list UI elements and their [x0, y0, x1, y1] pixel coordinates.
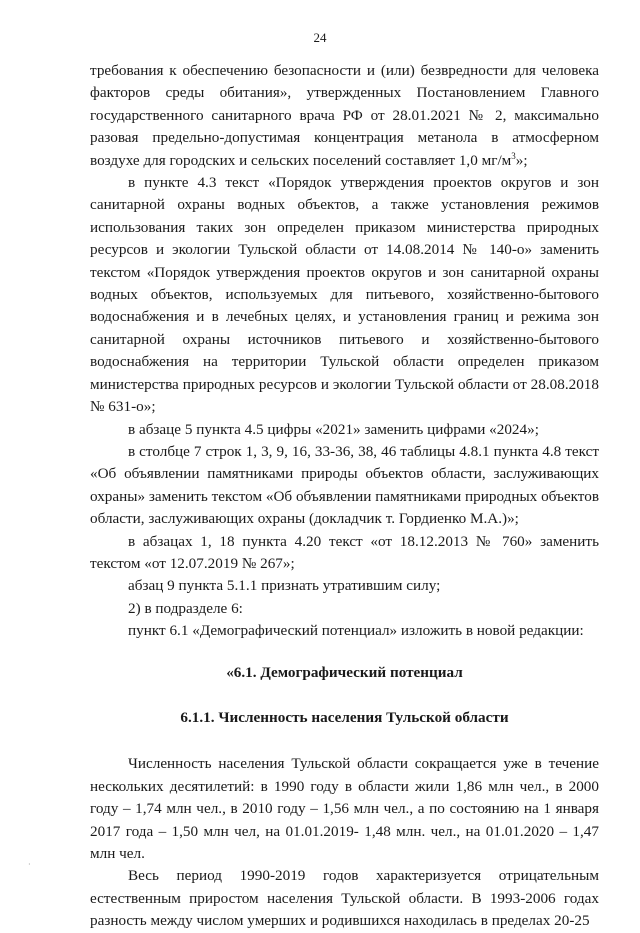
- superscript-cubic: 3: [511, 150, 516, 161]
- page-number: 24: [313, 30, 327, 45]
- paragraph-sanitary-requirements: требования к обеспечению безопасности и (или) безвредности для человека факторов среды обитания», утвержденных Постановлением Главного государственного санитарного врача РФ от 28.01.2021 № 2, максимально разовая предельно-допустимая концентрация метанола в атмосферном воздухе для городских и сельских поселений составляет 1,0 $мг/м^3$»;: [90, 62, 599, 169]
- paragraph-item-4-20: в абзацах 1, 18 пункта 4.20 текст «от 18.12.2013 № 760» заменить текстом «от 12.07.2019 № 267»;: [90, 532, 599, 572]
- document-body: [90, 60, 599, 933]
- paragraph-item-5-1-1: абзац 9 пункта 5.1.1 признать утратившим силу;: [128, 577, 441, 595]
- paragraph-item-6-1: пункт 6.1 «Демографический потенциал» изложить в новой редакции:: [128, 622, 584, 640]
- paragraph-population-decline: Численность населения Тульской области сокращается уже в течение нескольких десятилетий: в 1990 году в области жили 1,86 млн чел., в 2000 году – 1,74 млн чел., в 2010 году – 1,56 млн чел., а по состоянию на 1 января 2017 года – 1,50 млн чел, на 01.01.2019- 1,48 млн. чел., на 01.01.2020 – 1,47 млн чел.: [90, 755, 599, 862]
- heading-population-size: 6.1.1. Численность населения Тульской области: [180, 708, 509, 726]
- paragraph-subsection-6: 2) в подразделе 6:: [128, 599, 243, 617]
- paragraph-table-4-8-1: в столбце 7 строк 1, 3, 9, 16, 33-36, 38, 46 таблицы 4.8.1 пункта 4.8 текст «Об объявлении памятниками природы объектов области, заслуживающих охраны» заменить текстом «Об объявлении памятниками природных объектов области, заслуживающих охраны (докладчик т. Гордиенко М.А.)»;: [90, 442, 599, 528]
- paragraph-item-4-5: в абзаце 5 пункта 4.5 цифры «2021» заменить цифрами «2024»;: [128, 420, 539, 438]
- margin-mark: ·: [28, 860, 31, 869]
- heading-demographic-potential: «6.1. Демографический потенциал: [226, 663, 463, 681]
- paragraph-item-4-3: в пункте 4.3 текст «Порядок утверждения проектов округов и зон санитарной охраны водных объектов, а также установления режимов использования таких зон определен приказом министерства природных ресурсов и экологии Тульской области от 14.08.2014 № 140-о» заменить текстом «Порядок утверждения проектов округов и зон санитарной охраны водных объектов, используемых для питьевого, хозяйственно-бытового водоснабжения и в лечебных целях, и установления границ и режима зон санитарной охраны источников питьевого и хозяйственно-бытового водоснабжения на территории Тульской области определен приказом министерства природных ресурсов и экологии Тульской области от 28.08.2018 № 631-о»;: [90, 174, 599, 416]
- paragraph-natural-growth: Весь период 1990-2019 годов характеризуется отрицательным естественным приростом населения Тульской области. В 1993-2006 годах разность между числом умерших и родившихся находилась в пределах 20-25: [90, 867, 599, 930]
